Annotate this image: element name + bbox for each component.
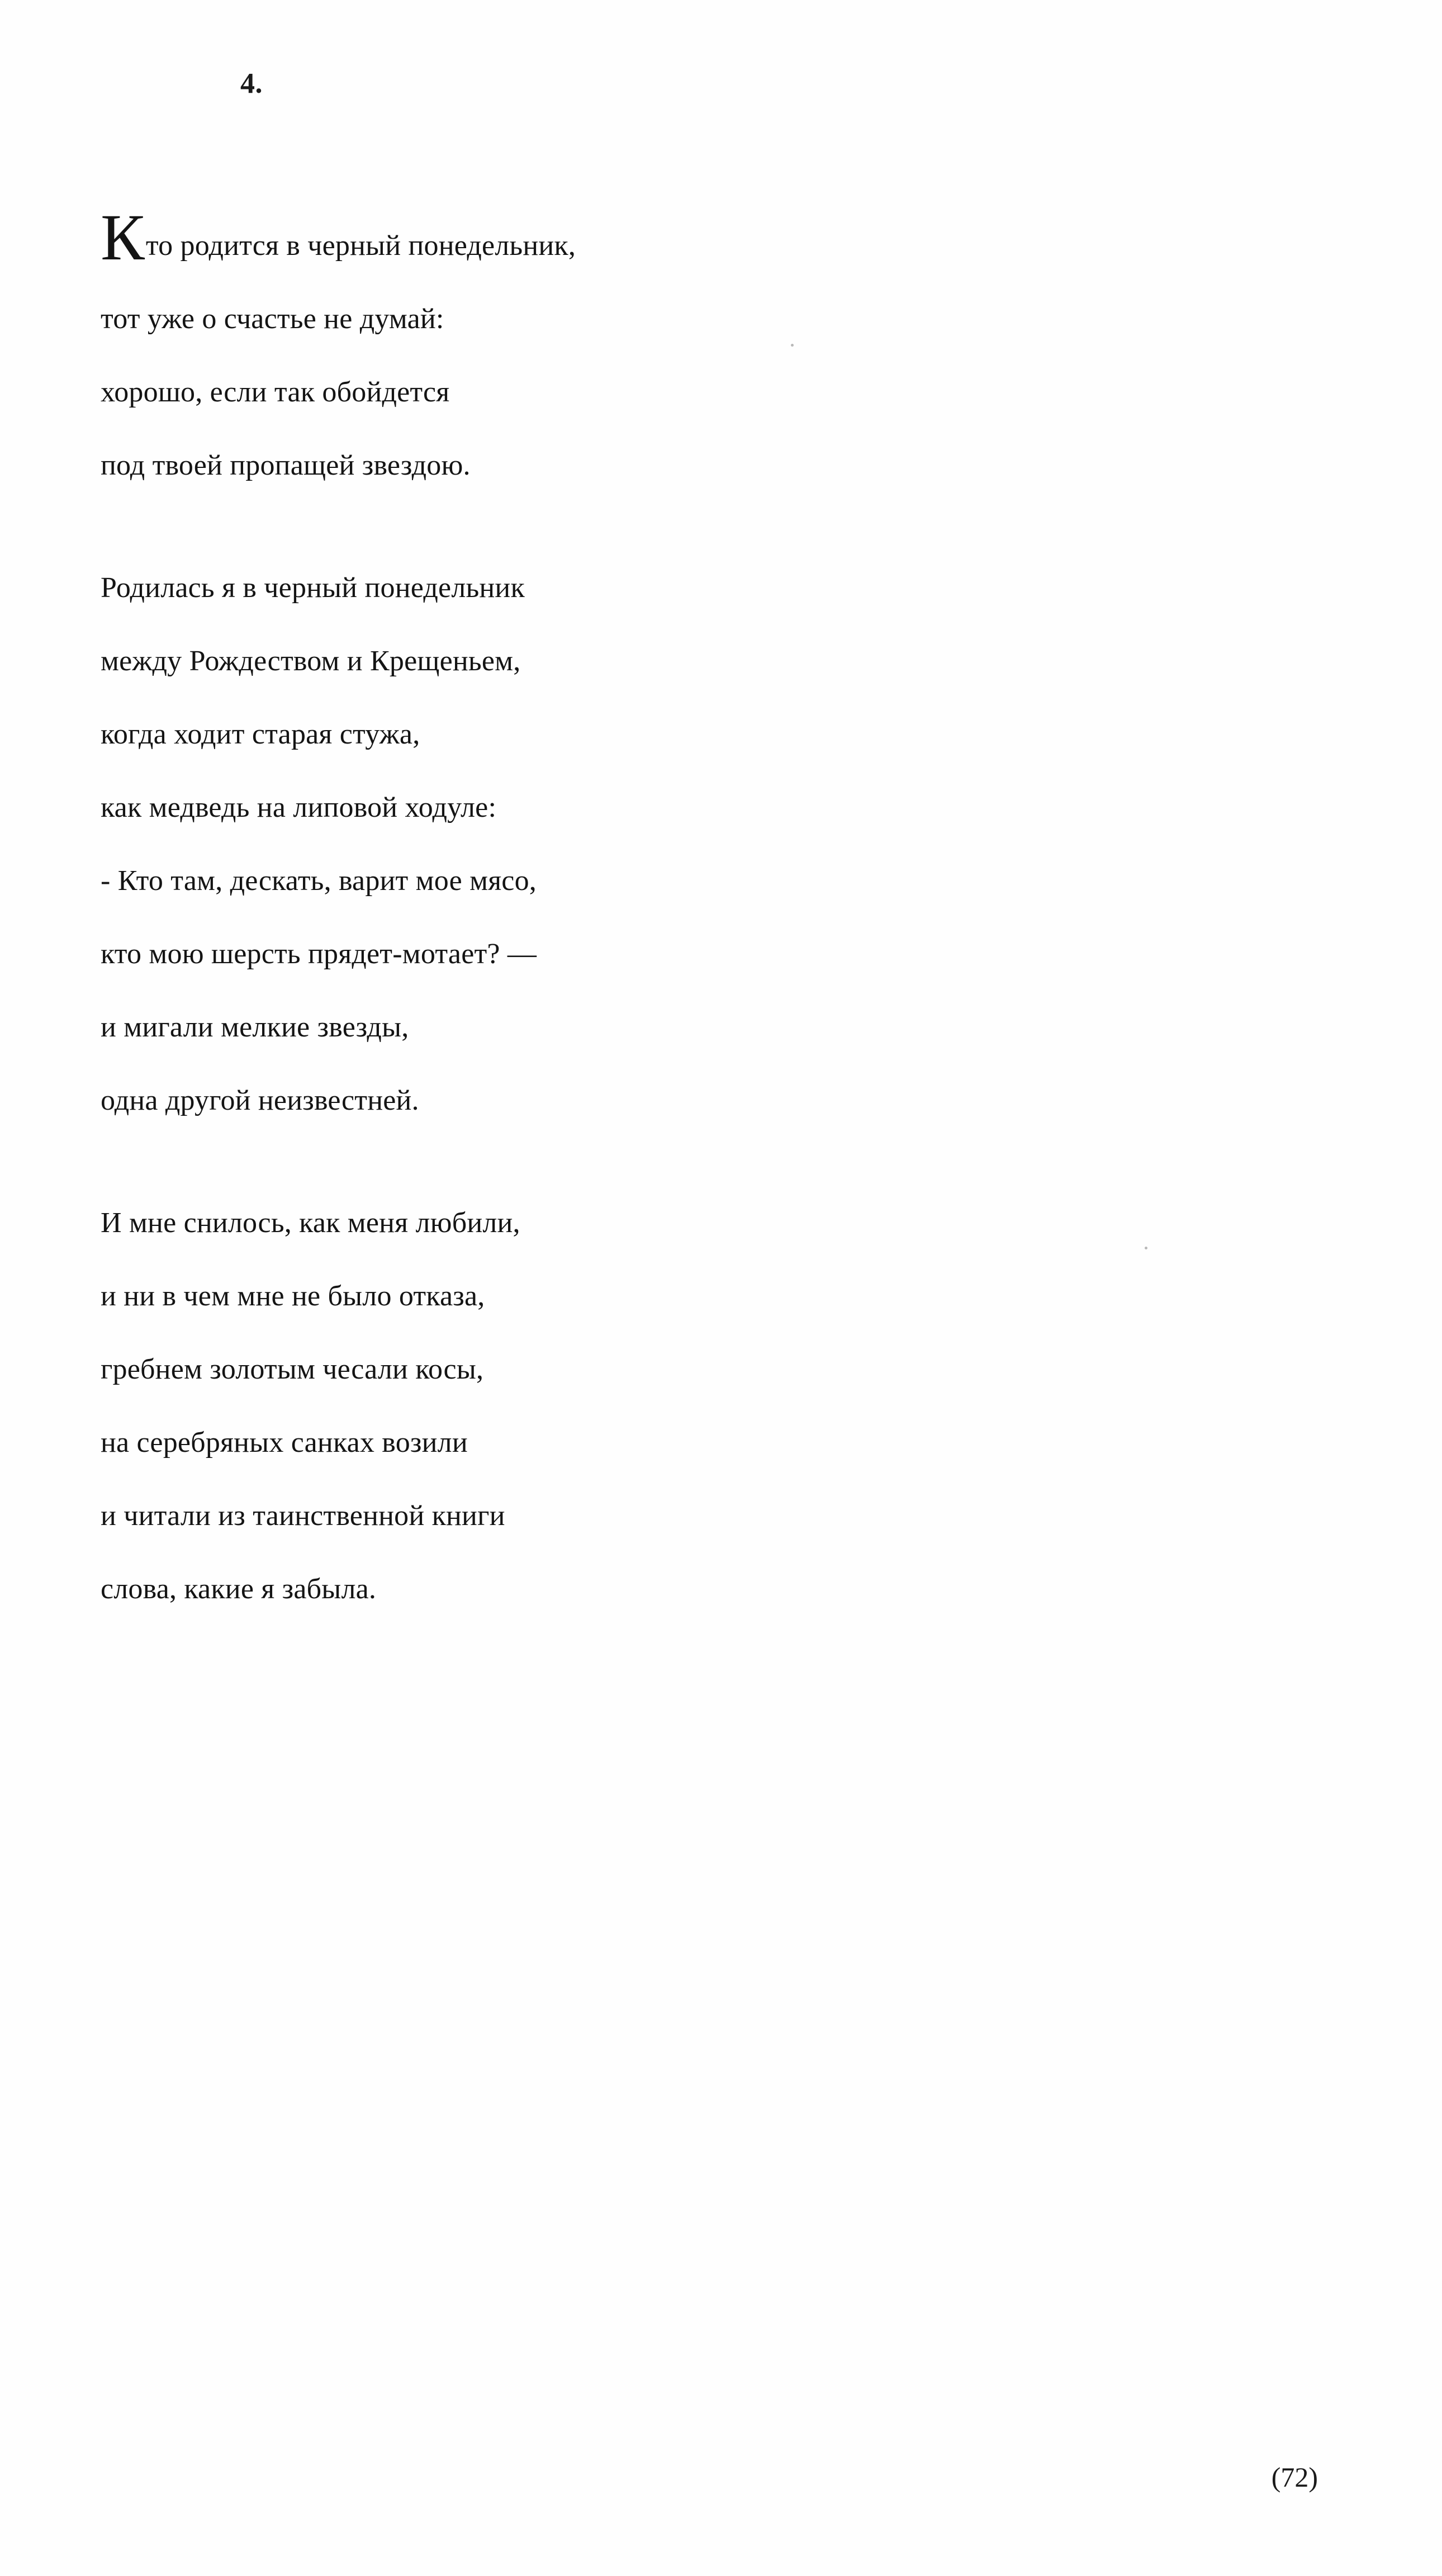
poem-line: на серебряных санках возили [101, 1427, 468, 1459]
poem-line: гребнем золотым чесали косы, [101, 1353, 484, 1385]
poem-line: под твоей пропащей звездою. [101, 449, 471, 481]
poem-line: и мигали мелкие звезды, [101, 1011, 409, 1043]
poem-line: кто мою шерсть прядет-мотает? — [101, 938, 537, 970]
poem-line-text: то родится в черный понедельник, [145, 230, 576, 262]
stanza-1 [101, 201, 1274, 502]
poem-line: и читали из таинственной книги [101, 1500, 505, 1532]
poem-line: слова, какие я забыла. [101, 1573, 377, 1605]
poem-line: тот уже о счастье не думай: [101, 303, 444, 335]
stanza-3 [101, 1186, 1274, 1626]
drop-cap: К [101, 201, 145, 274]
poem-line: как медведь на липовой ходуле: [101, 792, 497, 823]
poem-line: и ни в чем мне не было отказа, [101, 1280, 485, 1312]
poem-line: хорошо, если так обойдется [101, 376, 450, 408]
poem-line: - Кто там, дескать, варит мое мясо, [101, 865, 537, 897]
page-number: (72) [1271, 2461, 1318, 2493]
poem-body [101, 201, 1274, 1675]
poem-line-opening [101, 201, 1274, 282]
poem-line: между Рождеством и Крещеньем, [101, 645, 521, 677]
stanza-2 [101, 551, 1274, 1137]
poem-line: одна другой неизвестней. [101, 1085, 419, 1116]
poem-line: И мне снилось, как меня любили, [101, 1207, 520, 1239]
poem-line: когда ходит старая стужа, [101, 718, 420, 750]
poem-line: Родилась я в черный понедельник [101, 572, 525, 604]
poem-number: 4. [240, 68, 263, 100]
